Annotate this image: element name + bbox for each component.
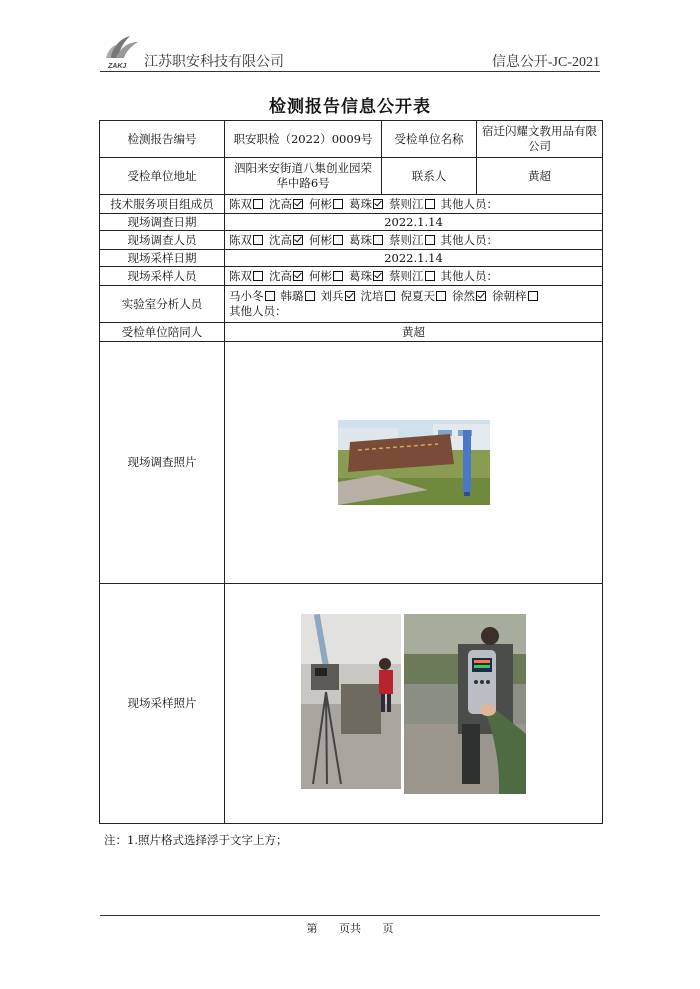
sample-photo-image-2 (404, 614, 526, 794)
table-row (100, 584, 603, 824)
person-name: 倪夏天 (400, 289, 435, 303)
person-name: 沈高 (269, 196, 292, 211)
sample-other: 其他人员： (440, 268, 498, 283)
address-value: 泗阳来安街道八集创业园荣华中路6号 (225, 158, 382, 195)
sample-staff-list (225, 267, 603, 286)
sample-date-value: 2022.1.14 (225, 250, 603, 267)
table-row (100, 214, 603, 231)
sample-staff-label: 现场采样人员 (100, 267, 225, 286)
person-name: 何彬 (309, 232, 332, 247)
unit-name-label: 受检单位名称 (382, 121, 477, 158)
person-name: 蔡则江 (389, 232, 424, 247)
escort-label: 受检单位陪同人 (100, 323, 225, 342)
sample-date-label: 现场采样日期 (100, 250, 225, 267)
table-row (100, 323, 603, 342)
contact-label: 联系人 (382, 158, 477, 195)
person-name: 葛珠 (349, 268, 372, 283)
table-row (100, 121, 603, 158)
person-name: 徐然 (452, 289, 475, 303)
person-name: 沈培 (360, 289, 384, 303)
table-row (100, 250, 603, 267)
unchecked-box-icon[interactable] (373, 235, 383, 245)
page-footer (0, 920, 700, 936)
footer-page: 第 (306, 922, 318, 935)
page-title: 检测报告信息公开表 (269, 97, 431, 117)
person-name: 陈双 (229, 196, 252, 211)
unit-name-value: 宿迁闪耀文教用品有限公司 (477, 121, 603, 158)
unchecked-box-icon[interactable] (253, 271, 263, 281)
unchecked-box-icon[interactable] (333, 235, 343, 245)
sample-photo-image-1 (301, 614, 401, 789)
table-row (100, 231, 603, 250)
person-name: 陈双 (229, 232, 252, 247)
unchecked-box-icon[interactable] (385, 291, 395, 301)
person-name: 陈双 (229, 268, 252, 283)
person-name: 葛珠 (349, 232, 372, 247)
survey-staff-label: 现场调查人员 (100, 231, 225, 250)
survey-other: 其他人员： (440, 232, 498, 247)
survey-photo-image (338, 420, 490, 505)
footer-end: 页 (382, 922, 394, 935)
team-label: 技术服务项目组成员 (100, 195, 225, 214)
checked-box-icon[interactable] (373, 271, 383, 281)
company-logo-icon (100, 30, 144, 70)
person-name: 徐朝梓 (492, 289, 527, 303)
unchecked-box-icon[interactable] (425, 199, 435, 209)
unchecked-box-icon[interactable] (528, 291, 538, 301)
unchecked-box-icon[interactable] (333, 271, 343, 281)
team-list (225, 195, 603, 214)
unchecked-box-icon[interactable] (265, 291, 275, 301)
unchecked-box-icon[interactable] (305, 291, 315, 301)
survey-staff-list (225, 231, 603, 250)
sample-photo-label: 现场采样照片 (100, 584, 225, 824)
checked-box-icon[interactable] (373, 199, 383, 209)
unchecked-box-icon[interactable] (333, 199, 343, 209)
checked-box-icon[interactable] (293, 271, 303, 281)
checked-box-icon[interactable] (293, 235, 303, 245)
table-row (100, 267, 603, 286)
team-other: 其他人员： (440, 196, 498, 211)
sample-photo-cell (225, 584, 603, 824)
survey-photo-label: 现场调查照片 (100, 342, 225, 584)
person-name: 蔡则江 (389, 268, 424, 283)
contact-value: 黄超 (477, 158, 603, 195)
report-no-label: 检测报告编号 (100, 121, 225, 158)
person-name: 蔡则江 (389, 196, 424, 211)
lab-label: 实验室分析人员 (100, 286, 225, 323)
table-note: 注：1.照片格式选择浮于文字上方； (104, 833, 288, 847)
unchecked-box-icon[interactable] (253, 199, 263, 209)
unchecked-box-icon[interactable] (253, 235, 263, 245)
address-label: 受检单位地址 (100, 158, 225, 195)
page-header (100, 30, 600, 72)
person-name: 沈高 (269, 232, 292, 247)
checked-box-icon[interactable] (476, 291, 486, 301)
header-divider (100, 71, 600, 72)
info-table (99, 120, 603, 824)
logo-text: ZAKJ (108, 63, 127, 70)
unchecked-box-icon[interactable] (425, 235, 435, 245)
company-name: 江苏职安科技有限公司 (144, 54, 284, 70)
survey-date-label: 现场调查日期 (100, 214, 225, 231)
survey-date-value: 2022.1.14 (225, 214, 603, 231)
checked-box-icon[interactable] (345, 291, 355, 301)
person-name: 葛珠 (349, 196, 372, 211)
escort-value: 黄超 (225, 323, 603, 342)
table-row (100, 286, 603, 323)
footer-mid: 页共 (339, 922, 361, 935)
person-name: 马小冬 (229, 289, 264, 303)
checked-box-icon[interactable] (293, 199, 303, 209)
unchecked-box-icon[interactable] (436, 291, 446, 301)
person-name: 韩璐 (280, 289, 304, 303)
person-name: 刘兵 (320, 289, 344, 303)
person-name: 何彬 (309, 268, 332, 283)
unchecked-box-icon[interactable] (425, 271, 435, 281)
lab-staff-list (225, 286, 603, 323)
table-row (100, 158, 603, 195)
table-row (100, 195, 603, 214)
survey-photo-cell (225, 342, 603, 584)
person-name: 何彬 (309, 196, 332, 211)
lab-other: 其他人员： (229, 304, 287, 318)
document-code: 信息公开-JC-2021 (491, 55, 600, 70)
table-row (100, 342, 603, 584)
footer-divider (100, 915, 600, 916)
person-name: 沈高 (269, 268, 292, 283)
report-no-value: 职安职检（2022）0009号 (225, 121, 382, 158)
